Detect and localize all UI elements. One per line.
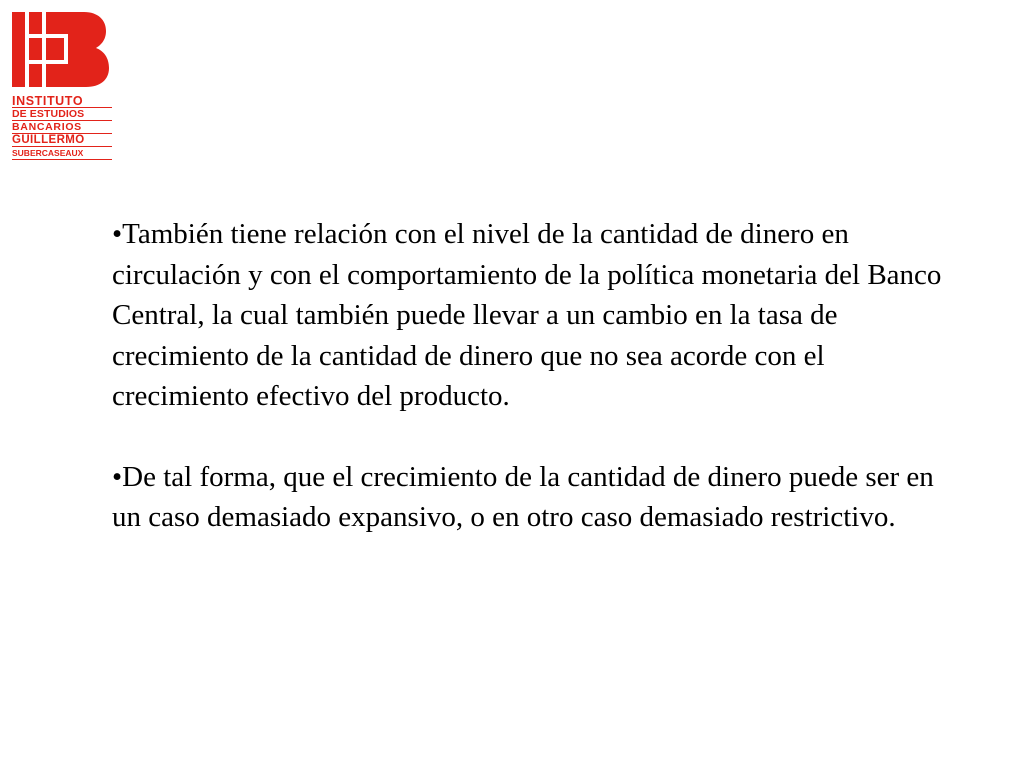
logo-line-2: DE ESTUDIOS bbox=[12, 108, 112, 121]
bullet-paragraph-1: •También tiene relación con el nivel de la cantidad de dinero en circulación y con el comportamiento de la política monetaria del Banco Central, la cual también puede llevar a un cambio en la tasa de crecimiento de la cantidad de dinero que no sea acorde con el crecimiento efectivo del producto. bbox=[112, 218, 942, 412]
logo-line-4: GUILLERMO bbox=[12, 134, 112, 147]
institute-logo bbox=[12, 12, 112, 162]
logo-wordmark bbox=[12, 95, 112, 160]
logo-line-3: BANCARIOS bbox=[12, 121, 112, 134]
bullet-paragraph-2: •De tal forma, que el crecimiento de la cantidad de dinero puede ser en un caso demasiado expansivo, o en otro caso demasiado restrictivo. bbox=[112, 460, 934, 533]
logo-line-5: SUBERCASEAUX bbox=[12, 147, 112, 160]
slide-body bbox=[112, 214, 952, 538]
logo-line-1: INSTITUTO bbox=[12, 95, 112, 108]
ieb-logo-mark-icon bbox=[12, 12, 112, 87]
